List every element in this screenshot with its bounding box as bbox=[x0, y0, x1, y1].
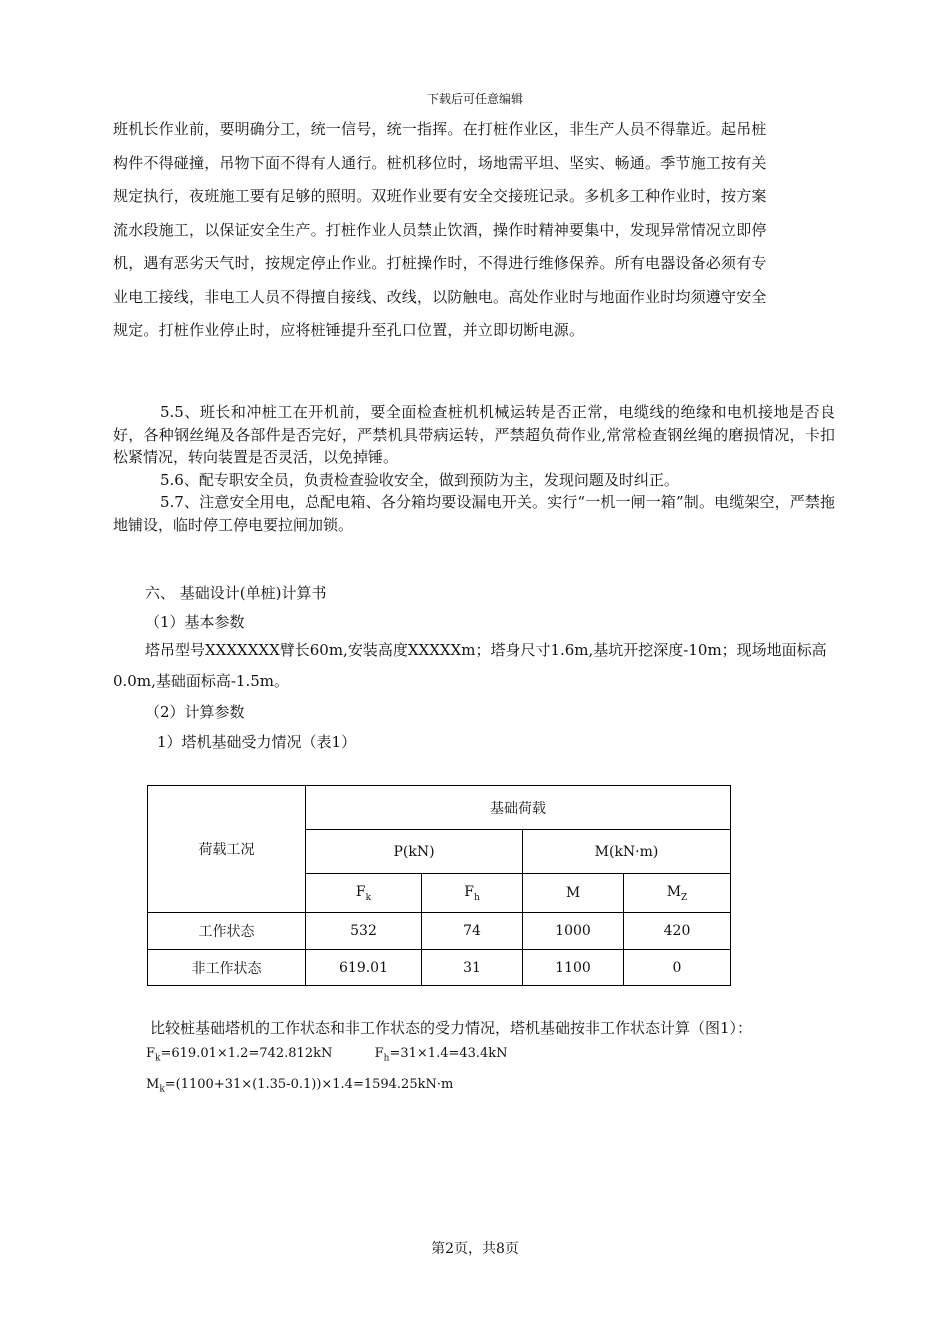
mz-symbol: M bbox=[666, 883, 682, 900]
col-mz-header bbox=[624, 874, 731, 913]
paragraph-line: 流水段施工，以保证安全生产。打桩作业人员禁止饮酒，操作时精神要集中，发现异常情况立即停 bbox=[113, 220, 767, 239]
calc-mk bbox=[146, 1077, 453, 1095]
col-m-header: M bbox=[523, 874, 624, 913]
basic-params-paragraph: 塔吊型号XXXXXXX臂长60m,安装高度XXXXXm；塔身尺寸1.6m,基坑开挖深度-10m；现场地面标高0.0m,基础面标高-1.5m。 bbox=[113, 641, 827, 690]
comparison-text: 比较桩基础塔机的工作状态和非工作状态的受力情况，塔机基础按非工作状态计算（图1）： bbox=[150, 1019, 753, 1037]
table-row bbox=[148, 950, 731, 986]
calc-fh-subscript: h bbox=[383, 1053, 390, 1064]
calc-fk-expression: =619.01×1.2=742.812kN bbox=[160, 1046, 333, 1061]
cell-fh: 31 bbox=[422, 950, 523, 986]
row-header-cell: 荷载工况 bbox=[148, 786, 306, 913]
paragraph-line: 构件不得碰撞，吊物下面不得有人通行。桩机移位时，场地需平坦、坚实、畅通。季节施工按有关 bbox=[113, 153, 767, 172]
cell-mz: 0 bbox=[624, 950, 731, 986]
calc-fh-expression: =31×1.4=43.4kN bbox=[389, 1046, 508, 1061]
subsection-basic-params: （1）基本参数 bbox=[145, 613, 245, 631]
page-header: 下载后可任意编辑 bbox=[426, 92, 523, 106]
calc-fh-symbol: F bbox=[374, 1046, 384, 1061]
fk-symbol: F bbox=[355, 883, 366, 900]
col-fk-header bbox=[306, 874, 422, 913]
cell-fk: 619.01 bbox=[306, 950, 422, 986]
calc-fk-subscript: k bbox=[155, 1053, 161, 1064]
item-5-5: 5.5、班长和冲桩工在开机前，要全面检查桩机机械运转是否正常，电缆线的绝缘和电机接地是否良好，各种钢丝绳及各部件是否完好，严禁机具带病运转，严禁超负荷作业,常常检查钢丝绳的磨损情况，卡扣松紧情况，转向装置是否灵活，以免掉锤。 bbox=[113, 403, 835, 466]
fh-symbol: F bbox=[464, 883, 474, 900]
calc-mk-subscript: k bbox=[159, 1084, 165, 1095]
subsection-calc-params: （2）计算参数 bbox=[145, 703, 245, 721]
group-header-cell: 基础荷载 bbox=[306, 786, 731, 830]
calc-fk-symbol: F bbox=[146, 1046, 156, 1061]
table-row bbox=[148, 913, 731, 950]
safety-items bbox=[113, 401, 835, 536]
cell-mz: 420 bbox=[624, 913, 731, 950]
table-caption: 1）塔机基础受力情况（表1） bbox=[157, 733, 357, 751]
m-header-cell: M(kN·m) bbox=[523, 830, 731, 874]
page-footer: 第2页，共8页 bbox=[431, 1241, 519, 1257]
fk-subscript: k bbox=[365, 892, 372, 903]
paragraph-line: 机，遇有恶劣天气时，按规定停止作业。打桩操作时，不得进行维修保养。所有电器设备必须有专 bbox=[113, 254, 767, 272]
calc-fk-fh bbox=[146, 1046, 508, 1064]
row-label: 工作状态 bbox=[148, 913, 306, 950]
paragraph-line: 班机长作业前，要明确分工，统一信号，统一指挥。在打桩作业区，非生产人员不得靠近。起吊桩 bbox=[113, 120, 767, 138]
col-fh-header bbox=[422, 874, 523, 913]
item-5-7: 5.7、注意安全用电，总配电箱、各分箱均要设漏电开关。实行“一机一闸一箱”制。电缆架空，严禁拖地铺设，临时停工停电要拉闸加锁。 bbox=[113, 493, 835, 534]
paragraph-line: 业电工接线，非电工人员不得擅自接线、改线，以防触电。高处作业时与地面作业时均须遵守安全 bbox=[113, 287, 767, 306]
item-5-6: 5.6、配专职安全员，负责检查验收安全，做到预防为主，发现问题及时纠正。 bbox=[160, 470, 679, 489]
calc-mk-expression: =(1100+31×(1.35-0.1))×1.4=1594.25kN·m bbox=[164, 1077, 454, 1092]
mz-subscript: Z bbox=[681, 892, 688, 903]
cell-fh: 74 bbox=[422, 913, 523, 950]
calc-mk-symbol: M bbox=[146, 1077, 160, 1092]
p-header-cell: P(kN) bbox=[306, 830, 523, 874]
row-label: 非工作状态 bbox=[148, 950, 306, 986]
safety-paragraph bbox=[113, 113, 835, 348]
load-table bbox=[147, 785, 731, 986]
paragraph-line: 规定。打桩作业停止时，应将桩锤提升至孔口位置，并立即切断电源。 bbox=[113, 321, 585, 339]
section-title: 六、 基础设计(单桩)计算书 bbox=[145, 584, 327, 602]
cell-m: 1100 bbox=[523, 950, 624, 986]
cell-fk: 532 bbox=[306, 913, 422, 950]
cell-m: 1000 bbox=[523, 913, 624, 950]
paragraph-line: 规定执行，夜班施工要有足够的照明。双班作业要有安全交接班记录。多机多工种作业时，按方案 bbox=[113, 187, 767, 205]
fh-subscript: h bbox=[473, 892, 480, 903]
basic-params-text bbox=[113, 635, 835, 697]
